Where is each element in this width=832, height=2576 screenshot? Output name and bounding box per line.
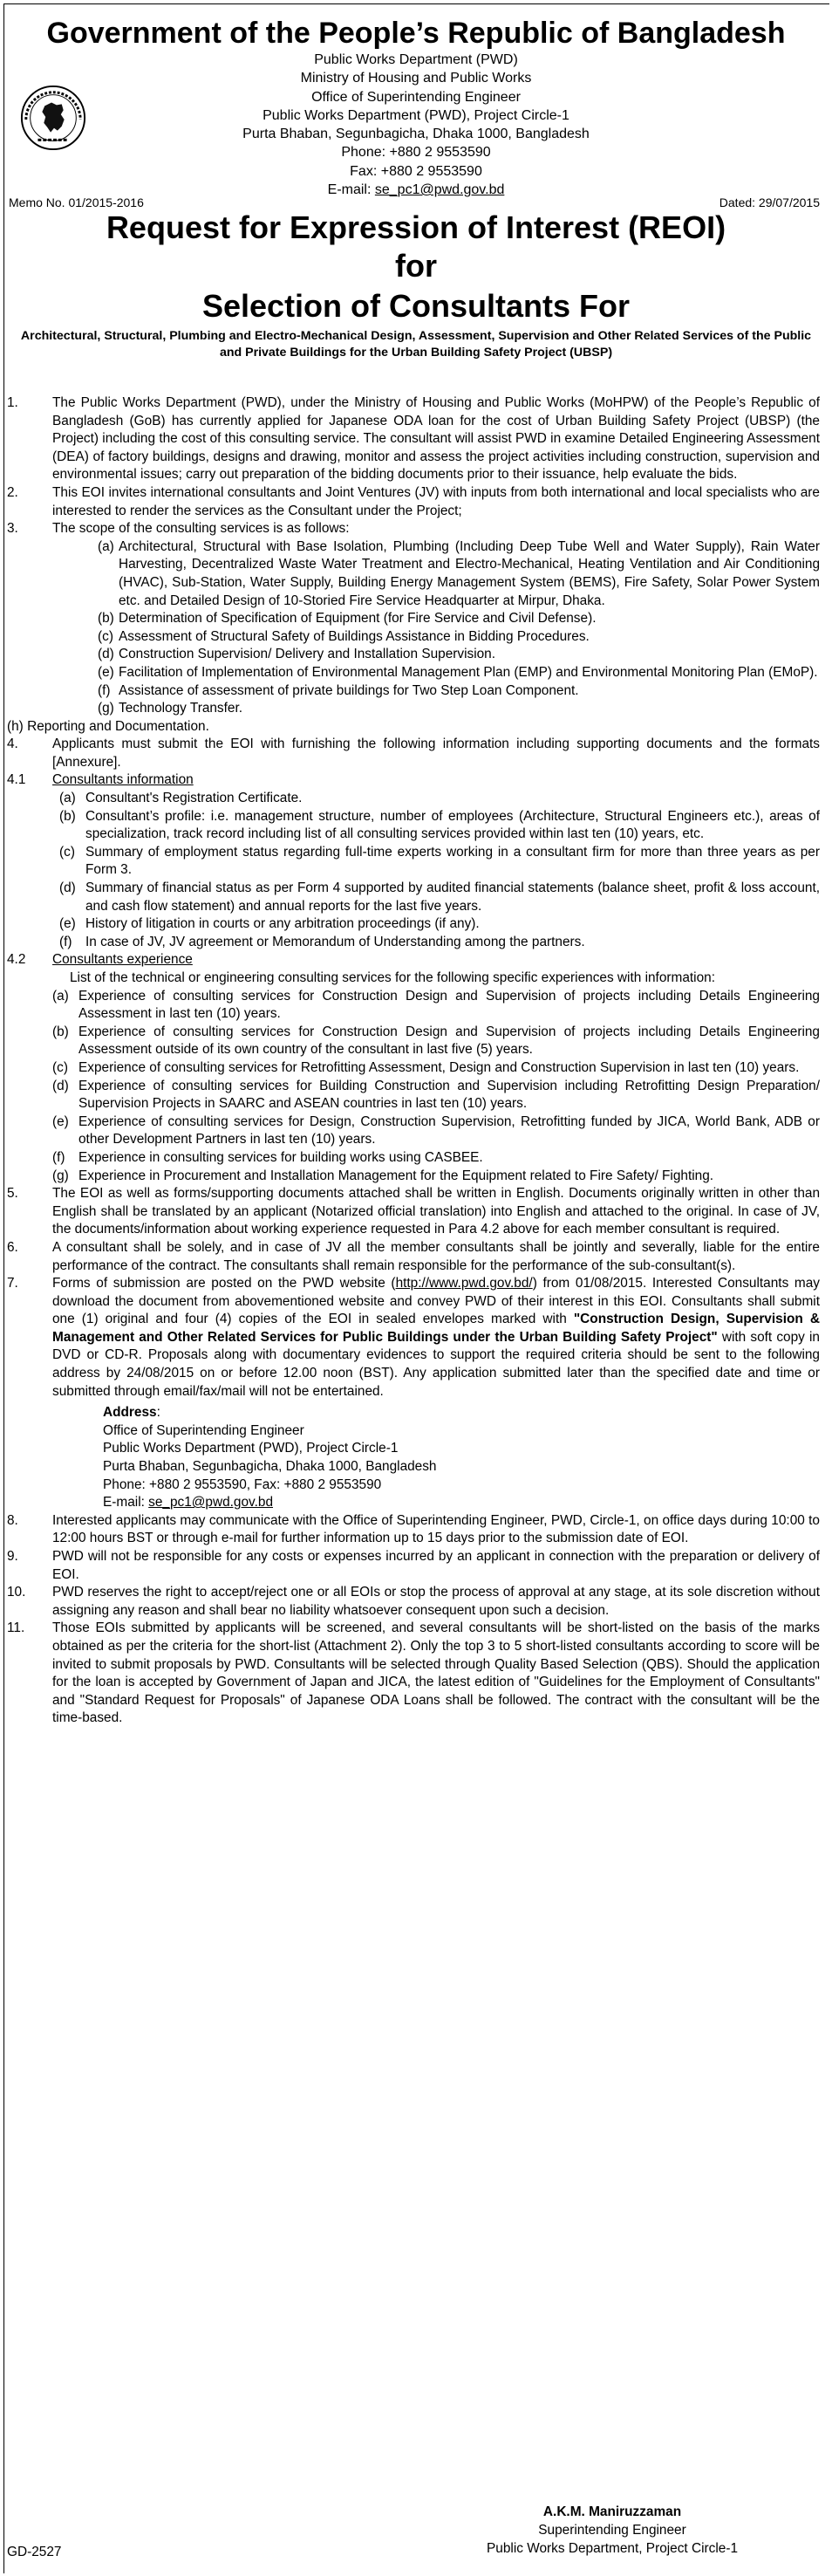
info-item: (a) Consultant's Registration Certificate. — [59, 791, 303, 806]
item-4: 4. Applicants must submit the EOI with furnishing the following information including supporting documents and the formats [Annexure]. — [7, 736, 820, 770]
info-item: (c) Summary of employment status regarding full-time experts working in a consultant firm for more than three years as per Form 3. — [59, 844, 820, 878]
scope-item: (b) Determination of Specification of Equipment (for Fire Service and Civil Defense). — [98, 611, 597, 627]
government-seal-icon — [19, 84, 87, 152]
info-item: (f) In case of JV, JV agreement or Memorandum of Understanding among the partners. — [59, 934, 585, 949]
experience-item: (g) Experience in Procurement and Installation Management for the Equipment related to Fire Safety/ Fighting. — [52, 1168, 714, 1183]
item-1: 1. The Public Works Department (PWD), under the Ministry of Housing and Public Works (MoHPW) of the People’s Republic of Bangladesh (GoB) has currently applied for Japanese ODA loan for the cost of Urban Building Safety Project (UBSP) (the Project) including the cost of this consulting service. The consultant will assist PWD in examine Detailed Engineering Assessment (DEA) of factory buildings, designs and drawing, monitor and assess the project activities including construction, supervision and environmental issues; carry out preparation of the bidding documents prior to their issuance, help evaluate the bids. — [7, 395, 820, 483]
scope-item: (g) Technology Transfer. — [98, 701, 243, 716]
item-4-2: 4.2 Consultants experience — [7, 952, 193, 968]
memo-date: Dated: 29/07/2015 — [719, 195, 820, 209]
signatory-office: Public Works Department, Project Circle-1 — [487, 2541, 738, 2556]
letterhead-email: E-mail: se_pc1@pwd.gov.bd — [327, 182, 505, 198]
item-4-1: 4.1 Consultants information — [7, 772, 194, 788]
address-line: Public Works Department (PWD), Project Circle-1 — [103, 1441, 399, 1456]
address-line: Phone: +880 2 9553590, Fax: +880 2 9553590 — [103, 1476, 382, 1492]
item-11: 11. Those EOIs submitted by applicants will be screened, and several consultants will be short-listed on the basis of the marks obtained as per the criteria for the short-list (Attachment 2). Only the top 3 to 5 short-listed consultants according to score will be invited to submit proposals by PWD. Consultants will be selected through Quality Based Selection (QBS). Should the application for the loan is accepted by Government of Japan and JICA, the latest edition of "Guidelines for the Employment of Consultants" and "Standard Request for Proposals" of Japanese ODA Loans shall be followed. The contract with the consultant will be the time-based. — [7, 1620, 820, 1726]
scope-item: (a) Architectural, Structural with Base Isolation, Plumbing (Including Deep Tube Well and Water Supply), Rain Water Harvesting, Decentralized Waste Water Treatment and Electro-Mechanical, Heating Ventilation and Air Conditioning (HVAC), Sub-Station, Water Supply, Building Energy Management System (BEMS), Fire Safety, Solar Power System etc. and Detailed Design of 10-Storied Fire Service Headquarter at Mirpur, Dhaka. — [98, 538, 820, 608]
item-2: 2. This EOI invites international consultants and Joint Ventures (JV) with inputs from both international and local specialists who are interested to render the services as the Consultant under the Project; — [7, 484, 820, 518]
item-8: 8. Interested applicants may communicate with the Office of Superintending Engineer, PWD, Circle-1, on office days during 10:00 to 12:00 hours BST or through e-mail for further information up to 15 days prior to the submission date of EOI. — [7, 1512, 820, 1546]
item-7: 7. Forms of submission are posted on the PWD website (http://www.pwd.gov.bd/) from 01/08/2015. Interested Consultants may download the document from abovementioned website and convey PWD of their interest in this EOI. Consultants shall submit one (1) original and four (4) copies of the EOI in sealed envelopes marked with "Construction Design, Supervision & Management and Other Related Services for Public Buildings under the Urban Building Safety Project" with soft copy in DVD or CD-R. Proposals along with documentary evidences to support the required criteria should be sent to the following address by 24/08/2015 on or before 12.00 noon (BST). Any application submitted later than the specified date and time or submitted through email/fax/mail will not be entertained. — [7, 1276, 820, 1399]
email-link[interactable]: se_pc1@pwd.gov.bd — [148, 1495, 274, 1511]
info-item: (e) History of litigation in courts or any arbitration proceedings (if any). — [59, 916, 480, 932]
experience-item: (f) Experience in consulting services for building works using CASBEE. — [52, 1149, 483, 1165]
item-3: 3. The scope of the consulting services is as follows: — [7, 521, 350, 537]
letterhead-line: Phone: +880 2 9553590 — [341, 145, 491, 161]
letterhead-line: Purta Bhaban, Segunbagicha, Dhaka 1000, Bangladesh — [242, 127, 590, 142]
signatory-name: A.K.M. Maniruzzaman — [542, 2504, 682, 2519]
scope-item: (f) Assistance of assessment of private buildings for Two Step Loan Component. — [98, 682, 579, 698]
pwd-website-link[interactable]: http://www.pwd.gov.bd/ — [395, 1276, 533, 1291]
gd-code: GD-2527 — [7, 2545, 62, 2559]
scope-item: (d) Construction Supervision/ Delivery and Installation Supervision. — [98, 647, 496, 662]
item-6: 6. A consultant shall be solely, and in case of JV all the member consultants shall be jointly and severally, liable for the entire performance of the contract. The consultants shall remain responsible for the performance of the sub-consultant(s). — [7, 1239, 820, 1273]
email-link[interactable]: se_pc1@pwd.gov.bd — [374, 182, 505, 198]
project-subtitle: Architectural, Structural, Plumbing and Electro-Mechanical Design, Assessment, Supervision and Other Related Services of the Public and Private Buildings for the Urban Building Safety Project (UBSP) — [20, 329, 812, 360]
address-email: E-mail: se_pc1@pwd.gov.bd — [103, 1495, 274, 1511]
government-title: Government of the People’s Republic of Bangladesh — [46, 17, 786, 50]
scope-item-h: (h) Reporting and Documentation. — [7, 718, 209, 734]
letterhead-line: Fax: +880 2 9553590 — [350, 163, 482, 179]
letterhead-line: Public Works Department (PWD), Project Circle-1 — [263, 107, 569, 123]
info-item: (d) Summary of financial status as per Form 4 supported by audited financial statements (balance sheet, profit & loss account, and cash flow statement) and annual reports for the last five years. — [59, 880, 820, 914]
letterhead — [0, 0, 832, 199]
signatory-designation: Superintending Engineer — [538, 2523, 686, 2538]
signature-block — [487, 2503, 738, 2558]
letterhead-line: Public Works Department (PWD) — [314, 52, 518, 67]
address-line: Office of Superintending Engineer — [103, 1422, 304, 1438]
memo-number: Memo No. 01/2015-2016 — [9, 195, 144, 209]
letterhead-line: Ministry of Housing and Public Works — [300, 71, 532, 86]
experience-item: (e) Experience of consulting services for Design, Construction Supervision, Retrofitting funded by JICA, World Bank, ADB or other Development Partners in last ten (10) years. — [52, 1113, 820, 1148]
scope-item: (e) Facilitation of Implementation of Environmental Management Plan (EMP) and Environmental Monitoring Plan (EMoP). — [98, 664, 818, 680]
item-9: 9. PWD will not be responsible for any costs or expenses incurred by an applicant in connection with the preparation or delivery of EOI. — [7, 1549, 820, 1582]
item-10: 10. PWD reserves the right to accept/reject one or all EOIs or stop the process of approval at any stage, at its sole discretion without assigning any reason and shall bear no liability whatsoever consequent upon such a decision. — [7, 1585, 820, 1618]
info-item: (b) Consultant’s profile: i.e. management structure, number of employees (Architecture, Structural Engineers etc.), areas of specialization, track record including list of all consulting services provided within last ten (10) years, etc. — [59, 808, 820, 842]
reoi-for: for — [395, 248, 437, 284]
reoi-title: Request for Expression of Interest (REOI) — [106, 209, 726, 245]
experience-item: (d) Experience of consulting services for Building Construction and Supervision including Retrofitting Design Preparation/ Supervision Projects in SAARC and ASEAN countries in last ten (10) years. — [52, 1078, 820, 1112]
experience-item: (b) Experience of consulting services for Construction Design and Supervision of projects including Details Engineering Assessment outside of its own country of the consultant in last five (5) years. — [52, 1024, 820, 1058]
notice-body — [7, 394, 820, 1728]
letterhead-line: Office of Superintending Engineer — [311, 89, 521, 105]
scope-item: (c) Assessment of Structural Safety of Buildings Assistance in Bidding Procedures. — [98, 628, 590, 644]
experience-item: (a) Experience of consulting services for Construction Design and Supervision of projects including Details Engineering Assessment in last ten (10) years. — [52, 988, 820, 1022]
address-line: Purta Bhaban, Segunbagicha, Dhaka 1000, Bangladesh — [103, 1459, 437, 1475]
experience-item: (c) Experience of consulting services for Retrofitting Assessment, Design and Construction Supervision in last ten (10) years. — [52, 1059, 800, 1075]
item-5: 5. The EOI as well as forms/supporting documents attached shall be written in English. Documents originally written in other than English shall be translated by an applicant (Notarized official translation) into English and attached to the original. In case of JV, the documents/information about working experience requested in Para 4.2 above for each member consultant is required. — [7, 1186, 820, 1237]
reoi-subject: Selection of Consultants For — [201, 288, 631, 324]
experience-intro: List of the technical or engineering consulting services for the following specific experiences with information: — [70, 970, 715, 985]
submission-address: Address: Office of Superintending Engineer Public Works Department (PWD), Project Circle-1 Purta Bhaban, Segunbagicha, Dhaka 1000, Bangladesh Phone: +880 2 9553590, Fax: +880 2 9553590 E-mail: se_pc1@pwd.gov.bd — [103, 1404, 820, 1512]
